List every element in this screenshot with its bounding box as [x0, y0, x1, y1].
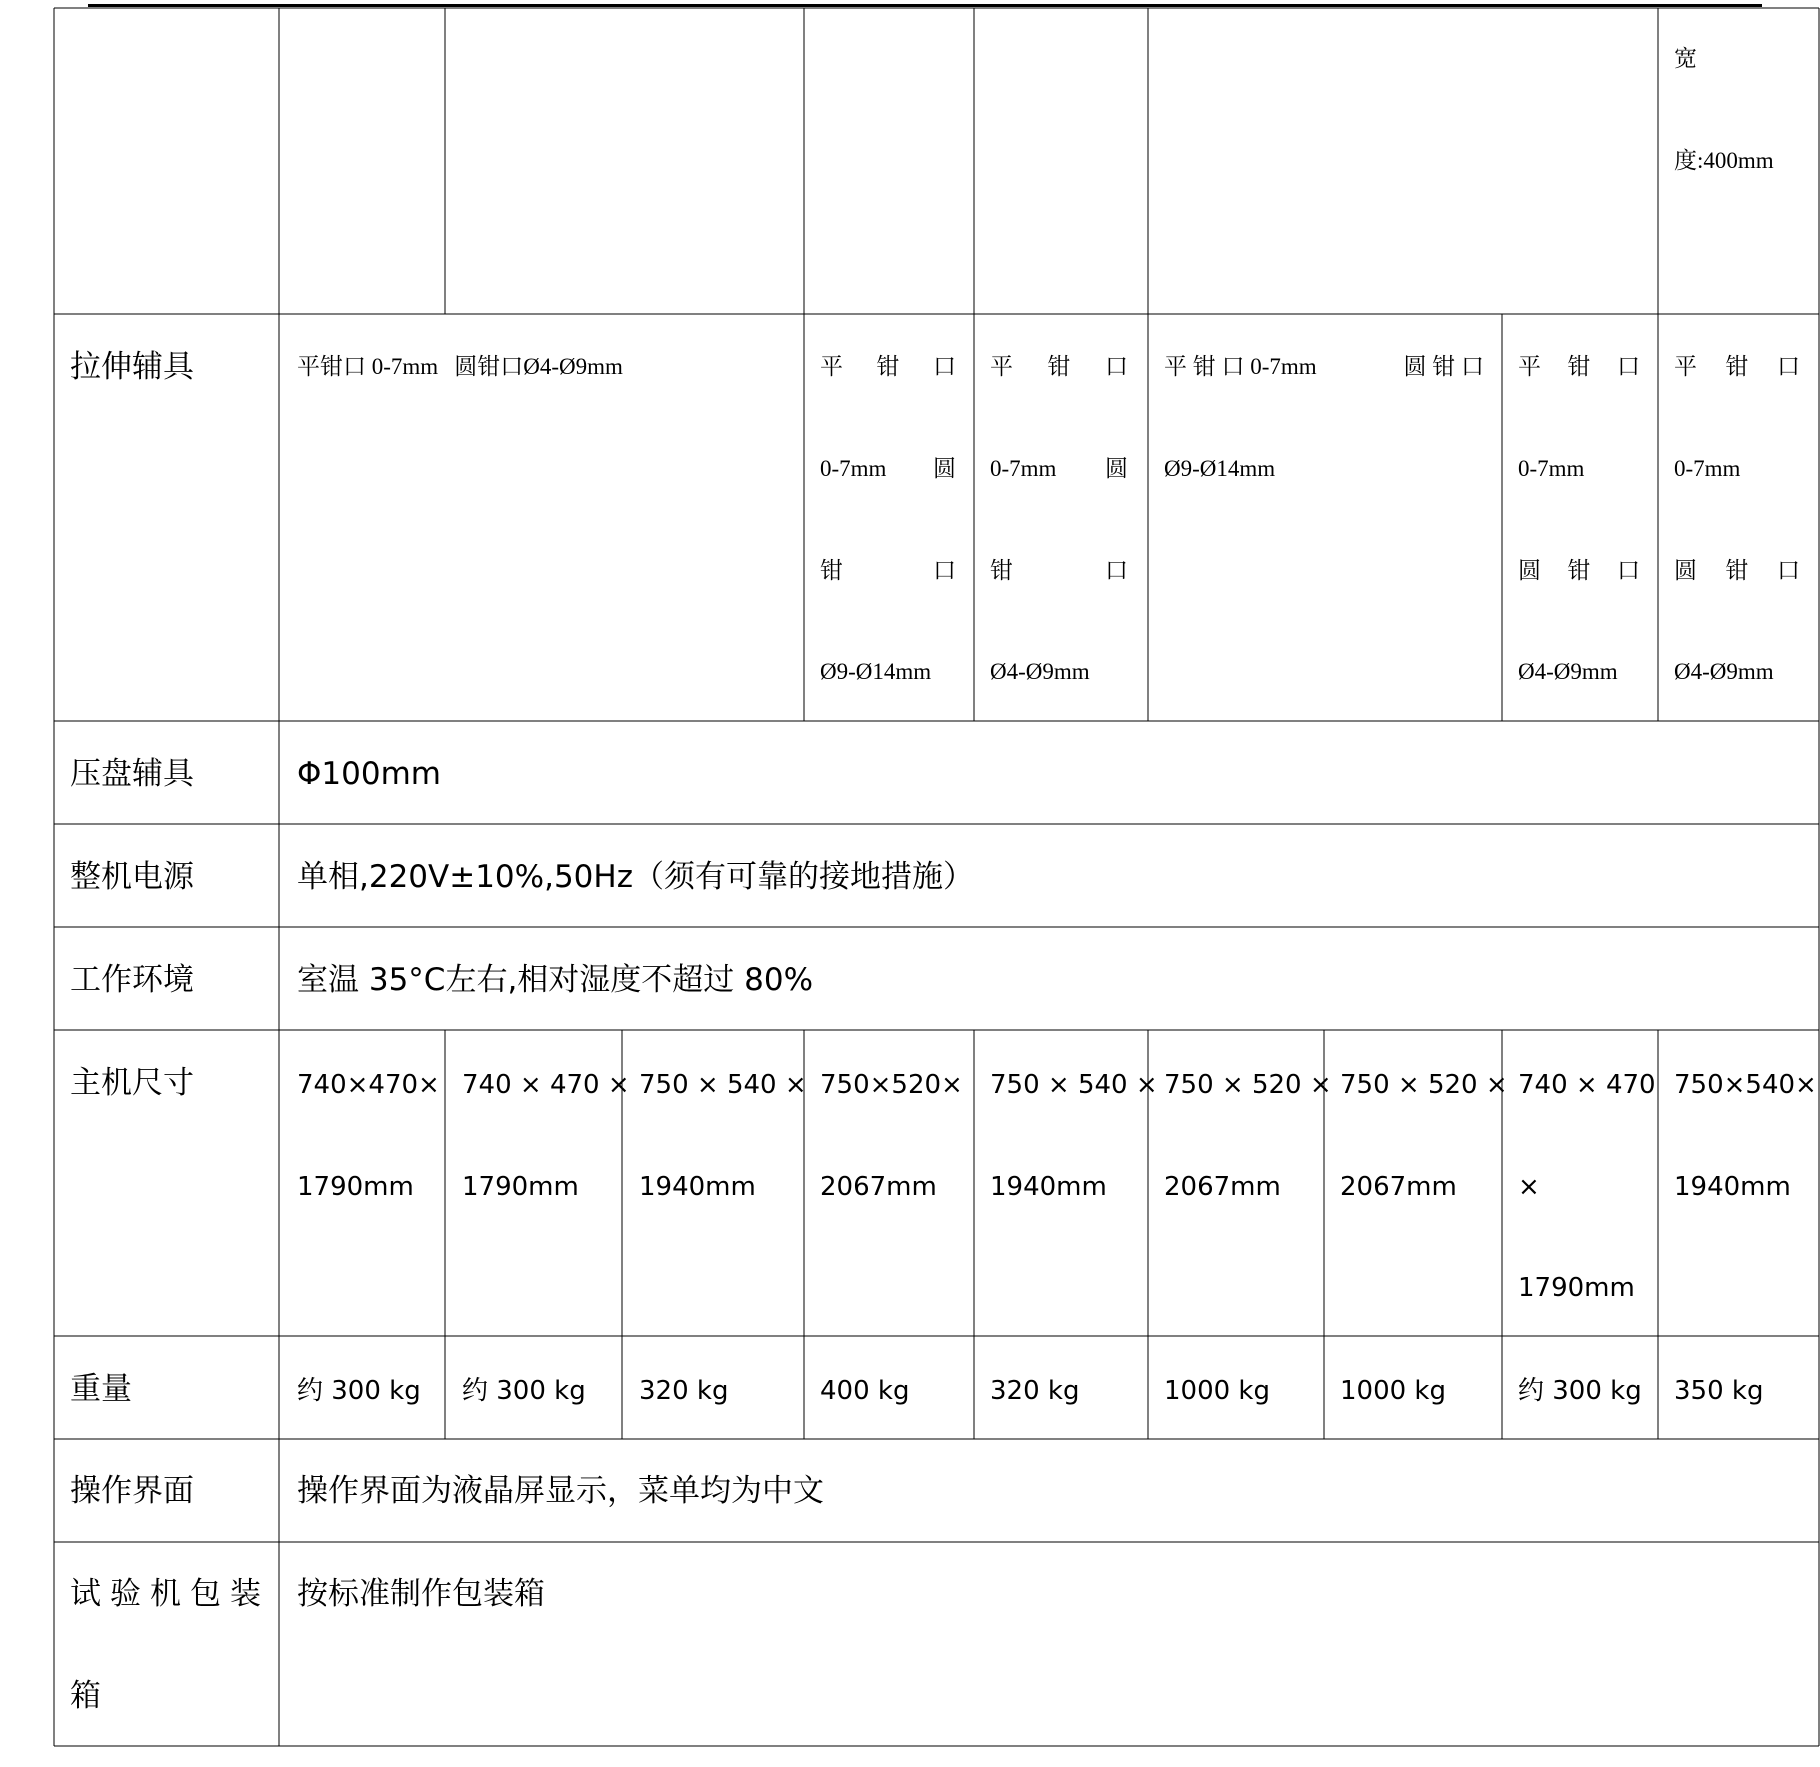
packing-value: 按标准制作包装箱 — [297, 1576, 545, 1612]
width-label-b: 度:400mm — [1674, 148, 1774, 173]
environment-value: 室温 35°C左右,相对湿度不超过 80% — [297, 962, 814, 998]
dimension-value: 1940mm — [990, 1172, 1107, 1202]
tensile-c6-line3: 圆 钳 口 — [1674, 558, 1800, 583]
width-label-a: 宽 — [1674, 46, 1697, 71]
weight-value: 约 300 kg — [462, 1376, 586, 1406]
tensile-c3-line3: 钳 口 — [990, 558, 1128, 583]
weight-value: 约 300 kg — [1518, 1376, 1642, 1406]
dimension-value: 740 × 470 × — [462, 1070, 630, 1100]
weight-value: 400 kg — [820, 1376, 910, 1406]
weight-value: 320 kg — [990, 1376, 1080, 1406]
tensile-c6-line4: Ø4-Ø9mm — [1674, 659, 1774, 684]
weight-value: 1000 kg — [1340, 1376, 1446, 1406]
dimensions-label: 主机尺寸 — [70, 1065, 194, 1101]
tensile-c2-line3: 钳 口 — [820, 558, 956, 583]
interface-label: 操作界面 — [70, 1473, 194, 1509]
dimension-value: × — [1518, 1172, 1540, 1202]
dimension-value: 2067mm — [1340, 1172, 1457, 1202]
dimension-value: 740×470× — [297, 1070, 440, 1100]
dimension-value: 2067mm — [1164, 1172, 1281, 1202]
power-value: 单相,220V±10%,50Hz（须有可靠的接地措施） — [297, 859, 974, 895]
tensile-c5-line1: 平 钳 口 — [1518, 354, 1640, 379]
platen-value: Φ100mm — [297, 756, 441, 792]
weight-value: 350 kg — [1674, 1376, 1764, 1406]
dimension-value: 2067mm — [820, 1172, 937, 1202]
weight-value: 320 kg — [639, 1376, 729, 1406]
tensile-c3-line1: 平 钳 口 — [990, 354, 1128, 379]
packing-label-a: 试验机包装 — [70, 1576, 270, 1612]
dimension-value: 740 × 470 — [1518, 1070, 1656, 1100]
dimension-value: 750 × 540 × — [990, 1070, 1158, 1100]
dimension-value: 750 × 520 × — [1164, 1070, 1332, 1100]
tensile-c3-line2: 0-7mm 圆 — [990, 456, 1128, 481]
weight-label: 重量 — [70, 1371, 132, 1407]
tensile-c1: 平钳口 0-7mm 圆钳口Ø4-Ø9mm — [297, 354, 623, 379]
environment-label: 工作环境 — [70, 962, 194, 998]
tensile-c5-line3: 圆 钳 口 — [1518, 558, 1640, 583]
dimension-value: 1940mm — [1674, 1172, 1791, 1202]
tensile-c2-line4: Ø9-Ø14mm — [820, 659, 932, 684]
packing-label-b: 箱 — [70, 1678, 101, 1714]
dimension-value: 750 × 520 × — [1340, 1070, 1508, 1100]
dimension-value: 1790mm — [462, 1172, 579, 1202]
dimension-value: 750×540× — [1674, 1070, 1817, 1100]
tensile-c5-line4: Ø4-Ø9mm — [1518, 659, 1618, 684]
tensile-c6-line1: 平 钳 口 — [1674, 354, 1800, 379]
dimension-value: 750 × 540 × — [639, 1070, 807, 1100]
dimension-value: 750×520× — [820, 1070, 963, 1100]
weight-value: 1000 kg — [1164, 1376, 1270, 1406]
tensile-c4-line1: 平 钳 口 0-7mm 圆 钳 口 — [1164, 354, 1484, 379]
weight-value: 约 300 kg — [297, 1376, 421, 1406]
tensile-c3-line4: Ø4-Ø9mm — [990, 659, 1090, 684]
interface-value: 操作界面为液晶屏显示，菜单均为中文 — [297, 1473, 824, 1509]
tensile-c5-line2: 0-7mm — [1518, 456, 1585, 481]
tensile-c2-line1: 平 钳 口 — [820, 354, 956, 379]
dimension-value: 1790mm — [297, 1172, 414, 1202]
power-label: 整机电源 — [70, 859, 194, 895]
tensile-c2-line2: 0-7mm 圆 — [820, 456, 956, 481]
dimension-value: 1940mm — [639, 1172, 756, 1202]
platen-label: 压盘辅具 — [70, 756, 194, 792]
tensile-label: 拉伸辅具 — [70, 349, 194, 385]
tensile-c4-line2: Ø9-Ø14mm — [1164, 456, 1276, 481]
tensile-c6-line2: 0-7mm — [1674, 456, 1741, 481]
dimension-value: 1790mm — [1518, 1273, 1635, 1303]
